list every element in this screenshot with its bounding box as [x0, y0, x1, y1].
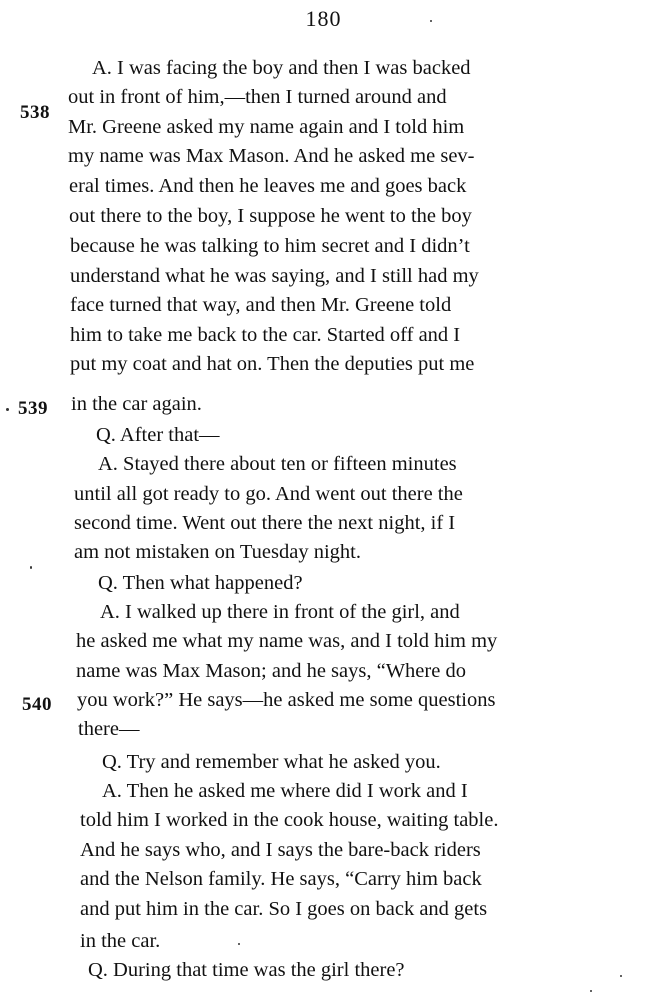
text-line: name was Max Mason; and he says, “Where do — [76, 660, 466, 682]
text-line: there— — [78, 718, 140, 740]
text-line: told him I worked in the cook house, waiting table. — [80, 809, 499, 831]
scan-speck — [430, 20, 432, 22]
text-line: am not mistaken on Tuesday night. — [74, 541, 361, 563]
text-line: face turned that way, and then Mr. Greene told — [70, 294, 452, 316]
margin-line-number: 539 — [18, 398, 48, 419]
text-line: A. Then he asked me where did I work and I — [102, 780, 468, 802]
text-line: put my coat and hat on. Then the deputies put me — [70, 353, 475, 375]
text-line: in the car. — [80, 930, 161, 952]
text-line: him to take me back to the car. Started off and I — [70, 324, 461, 346]
text-line: because he was talking to him secret and I didn’t — [70, 235, 470, 257]
text-line: eral times. And then he leaves me and goes back — [69, 175, 467, 197]
text-line: understand what he was saying, and I still had my — [70, 265, 479, 287]
text-line: my name was Max Mason. And he asked me sev- — [68, 145, 475, 167]
text-line: second time. Went out there the next night, if I — [74, 512, 456, 534]
text-line: Q. After that— — [96, 424, 220, 446]
text-line: until all got ready to go. And went out there the — [74, 483, 463, 505]
margin-line-number: 538 — [20, 102, 50, 123]
scan-speck — [6, 408, 9, 411]
text-line: and put him in the car. So I goes on back and gets — [80, 898, 488, 920]
scan-speck — [620, 975, 622, 977]
margin-line-number: 540 — [22, 694, 52, 715]
text-line: out in front of him,—then I turned around and — [68, 86, 447, 108]
scan-speck — [30, 566, 32, 569]
scan-speck — [238, 943, 240, 945]
page-number: 180 — [305, 6, 342, 31]
text-line: in the car again. — [71, 393, 202, 415]
text-line: and the Nelson family. He says, “Carry him back — [80, 868, 482, 890]
text-line: Q. Then what happened? — [98, 572, 303, 594]
text-line: out there to the boy, I suppose he went to the boy — [69, 205, 472, 227]
text-line: Mr. Greene asked my name again and I told him — [68, 116, 465, 138]
text-line: And he says who, and I says the bare-back riders — [80, 839, 481, 861]
text-line: A. I was facing the boy and then I was backed — [92, 57, 471, 79]
text-line: A. Stayed there about ten or fifteen minutes — [98, 453, 457, 475]
text-line: Q. During that time was the girl there? — [88, 959, 405, 981]
text-line: he asked me what my name was, and I told him my — [76, 630, 498, 652]
text-line: Q. Try and remember what he asked you. — [102, 751, 441, 773]
scan-speck — [590, 990, 592, 992]
text-line: A. I walked up there in front of the girl, and — [100, 601, 460, 623]
text-line: you work?” He says—he asked me some questions — [77, 689, 496, 711]
